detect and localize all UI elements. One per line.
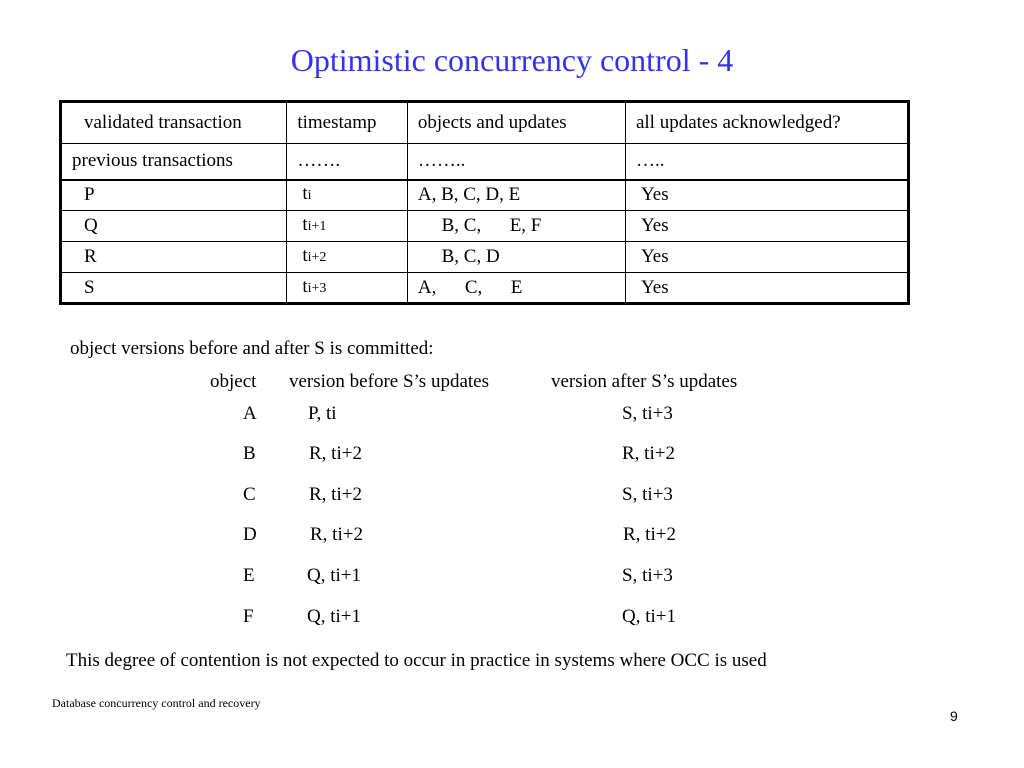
table-row	[61, 211, 909, 242]
version-object: B	[243, 443, 256, 464]
version-object: C	[243, 484, 256, 505]
versions-header-object: object	[210, 371, 257, 392]
txn-cell: P	[61, 180, 287, 211]
table-row	[61, 180, 909, 211]
previous-objects: ……..	[407, 144, 625, 180]
version-object: E	[243, 565, 255, 586]
version-after: R, ti+2	[622, 443, 675, 464]
txn-cell: R	[61, 242, 287, 273]
page-number: 9	[950, 708, 958, 724]
previous-timestamp: …….	[287, 144, 408, 180]
timestamp-cell: ti+2	[287, 242, 408, 273]
previous-ack: …..	[625, 144, 908, 180]
objects-cell: A, B, C, D, E	[407, 180, 625, 211]
versions-caption: object versions before and after S is committed:	[70, 338, 434, 359]
objects-cell: A, C, E	[407, 273, 625, 304]
timestamp-cell: ti	[287, 180, 408, 211]
version-after: S, ti+3	[622, 565, 673, 586]
table-header-row	[61, 102, 909, 144]
ack-cell: Yes	[625, 273, 908, 304]
version-before: Q, ti+1	[307, 606, 361, 627]
previous-label: previous transactions	[61, 144, 287, 180]
validation-table	[59, 100, 910, 305]
version-before: R, ti+2	[309, 484, 362, 505]
txn-cell: Q	[61, 211, 287, 242]
version-before: R, ti+2	[310, 524, 363, 545]
table-row	[61, 273, 909, 304]
version-object: D	[243, 524, 257, 545]
version-before: P, ti	[308, 403, 337, 424]
header-objects-updates: objects and updates	[407, 102, 625, 144]
ack-cell: Yes	[625, 211, 908, 242]
objects-cell: B, C, D	[407, 242, 625, 273]
slide-title: Optimistic concurrency control - 4	[290, 42, 734, 78]
version-object: F	[243, 606, 254, 627]
header-validated-transaction: validated transaction	[61, 102, 287, 144]
slide-footer: Database concurrency control and recovery	[52, 696, 261, 710]
header-timestamp: timestamp	[287, 102, 408, 144]
version-after: S, ti+3	[622, 403, 673, 424]
txn-cell: S	[61, 273, 287, 304]
contention-note: This degree of contention is not expected to occur in practice in systems where OCC is used	[66, 650, 767, 671]
table-row	[61, 242, 909, 273]
timestamp-cell: ti+3	[287, 273, 408, 304]
previous-transactions-row	[61, 144, 909, 180]
version-before: R, ti+2	[309, 443, 362, 464]
versions-header-after: version after S’s updates	[551, 371, 738, 392]
ack-cell: Yes	[625, 242, 908, 273]
versions-header-before: version before S’s updates	[289, 371, 489, 392]
version-after: Q, ti+1	[622, 606, 676, 627]
timestamp-cell: ti+1	[287, 211, 408, 242]
objects-cell: B, C, E, F	[407, 211, 625, 242]
version-after: S, ti+3	[622, 484, 673, 505]
version-after: R, ti+2	[623, 524, 676, 545]
header-acknowledged: all updates acknowledged?	[625, 102, 908, 144]
version-before: Q, ti+1	[307, 565, 361, 586]
ack-cell: Yes	[625, 180, 908, 211]
version-object: A	[243, 403, 257, 424]
